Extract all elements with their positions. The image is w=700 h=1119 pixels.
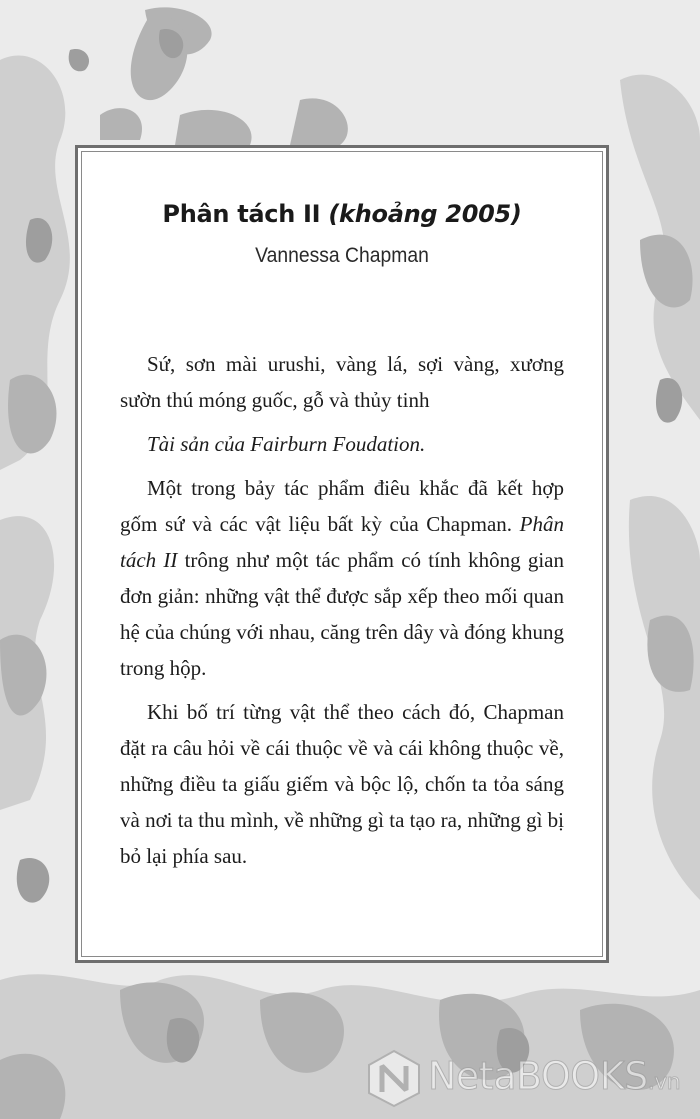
watermark-suffix: .vn (647, 1070, 681, 1095)
p1-before: Một trong bảy tác phẩm điêu khắc đã kết hợp gốm sứ và các vật liệu bất kỳ của Chapman. (120, 476, 564, 536)
neta-logo-icon (366, 1048, 422, 1108)
watermark-brand: NetaBOOKS (428, 1054, 648, 1098)
description-paragraph-1 (120, 470, 564, 686)
p1-after: trông như một tác phẩm có tính không gian đơn giản: những vật thể được sắp xếp theo mối quan hệ của chúng với nhau, căng trên dây và đóng khung trong hộp. (120, 548, 564, 680)
materials-paragraph: Sứ, sơn mài urushi, vàng lá, sợi vàng, xương sườn thú móng guốc, gỗ và thủy tinh (120, 352, 564, 412)
title-date: (khoảng 2005) (328, 200, 522, 228)
text-frame (75, 145, 609, 963)
body-text (120, 346, 564, 882)
watermark-text (428, 1054, 680, 1098)
artwork-title (78, 200, 606, 228)
watermark (366, 1048, 696, 1108)
p1-title-ref: Phân tách II (120, 512, 564, 572)
description-paragraph-2: Khi bố trí từng vật thể theo cách đó, Chapman đặt ra câu hỏi về cái thuộc về và cái không thuộc về, những điều ta giấu giếm và bộc lộ, chốn ta tỏa sáng và nơi ta thu mình, về những gì ta tạo ra, những gì bị bỏ lại phía sau. (120, 700, 564, 868)
title-main: Phân tách II (162, 200, 321, 228)
artist-name: Vannessa Chapman (255, 244, 429, 267)
ownership-paragraph: Tài sản của Fairburn Foudation. (147, 432, 426, 456)
